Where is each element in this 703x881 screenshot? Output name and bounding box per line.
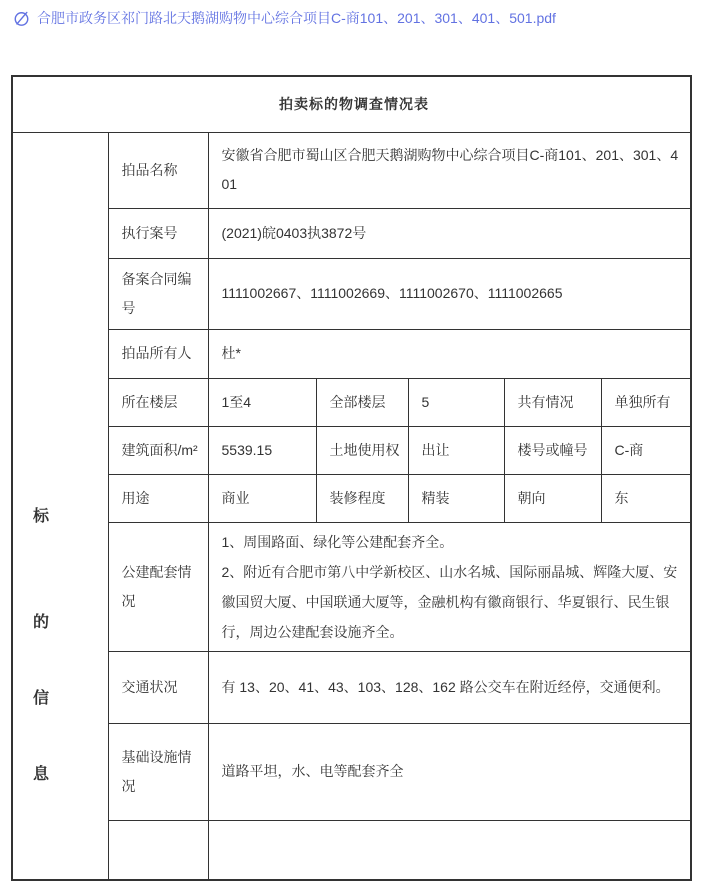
table-row xyxy=(12,522,691,651)
table-row xyxy=(12,378,691,426)
field-value-infrastructure: 道路平坦，水、电等配套齐全 xyxy=(208,723,691,820)
field-value-ownership: 单独所有 xyxy=(601,378,691,426)
auction-survey-table xyxy=(11,75,692,881)
field-value-case-no: (2021)皖0403执3872号 xyxy=(208,208,691,258)
field-value-land-use: 出让 xyxy=(408,426,504,474)
field-value-contract-no: 1111002667、1111002669、1111002670、1111002665 xyxy=(208,258,691,329)
field-label-usage: 用途 xyxy=(108,474,208,522)
field-value-orientation: 东 xyxy=(601,474,691,522)
section-label-char: 息 xyxy=(33,765,50,783)
field-value-floor: 1至4 xyxy=(208,378,316,426)
section-label-char: 标 xyxy=(33,507,50,525)
field-label-area: 建筑面积/m² xyxy=(108,426,208,474)
attachment-filename[interactable]: 合肥市政务区祁门路北天鹅湖购物中心综合项目C-商101、201、301、401、501.pdf xyxy=(37,10,556,26)
field-value-usage: 商业 xyxy=(208,474,316,522)
table-row xyxy=(12,723,691,820)
table-row-cutoff xyxy=(12,820,691,880)
field-value-public-facilities xyxy=(208,522,691,651)
field-label-ownership: 共有情况 xyxy=(504,378,601,426)
field-label-decoration: 装修程度 xyxy=(316,474,408,522)
section-label-target-info xyxy=(12,132,108,880)
field-value-auction-name: 安徽省合肥市蜀山区合肥天鹅湖购物中心综合项目C-商101、201、301、401 xyxy=(208,132,691,208)
table-row xyxy=(12,426,691,474)
field-label-orientation: 朝向 xyxy=(504,474,601,522)
table-row xyxy=(12,258,691,329)
table-row xyxy=(12,76,691,132)
field-value-empty xyxy=(208,820,691,880)
field-value-area: 5539.15 xyxy=(208,426,316,474)
field-label-infrastructure: 基础设施情况 xyxy=(108,723,208,820)
field-value-building-no: C-商 xyxy=(601,426,691,474)
table-row xyxy=(12,208,691,258)
field-label-floor: 所在楼层 xyxy=(108,378,208,426)
field-label-contract-no: 备案合同编号 xyxy=(108,258,208,329)
attachment-link[interactable] xyxy=(13,8,556,28)
field-label-land-use: 土地使用权 xyxy=(316,426,408,474)
field-label-building-no: 楼号或幢号 xyxy=(504,426,601,474)
field-label-total-floors: 全部楼层 xyxy=(316,378,408,426)
field-label-owner: 拍品所有人 xyxy=(108,329,208,378)
paperclip-icon xyxy=(13,10,30,27)
field-value-total-floors: 5 xyxy=(408,378,504,426)
table-row xyxy=(12,329,691,378)
field-value-decoration: 精装 xyxy=(408,474,504,522)
table-row xyxy=(12,651,691,723)
field-label-auction-name: 拍品名称 xyxy=(108,132,208,208)
public-facilities-line-1: 1、周围路面、绿化等公建配套齐全。 xyxy=(221,533,454,550)
field-label-empty xyxy=(108,820,208,880)
field-value-traffic: 有 13、20、41、43、103、128、162 路公交车在附近经停，交通便利。 xyxy=(208,651,691,723)
table-row xyxy=(12,132,691,208)
table-row xyxy=(12,474,691,522)
field-label-traffic: 交通状况 xyxy=(108,651,208,723)
public-facilities-line-2: 2、附近有合肥市第八中学新校区、山水名城、国际丽晶城、辉隆大厦、安徽国贸大厦、中国联通大厦等，金融机构有徽商银行、华夏银行、民生银行，周边公建配套设施齐全。 xyxy=(221,563,678,640)
field-value-owner: 杜* xyxy=(208,329,691,378)
section-label-char: 的 xyxy=(33,613,50,631)
section-label-char: 信 xyxy=(33,689,50,707)
field-label-case-no: 执行案号 xyxy=(108,208,208,258)
field-label-public-facilities: 公建配套情况 xyxy=(108,522,208,651)
page-title: 拍卖标的物调查情况表 xyxy=(12,76,691,132)
